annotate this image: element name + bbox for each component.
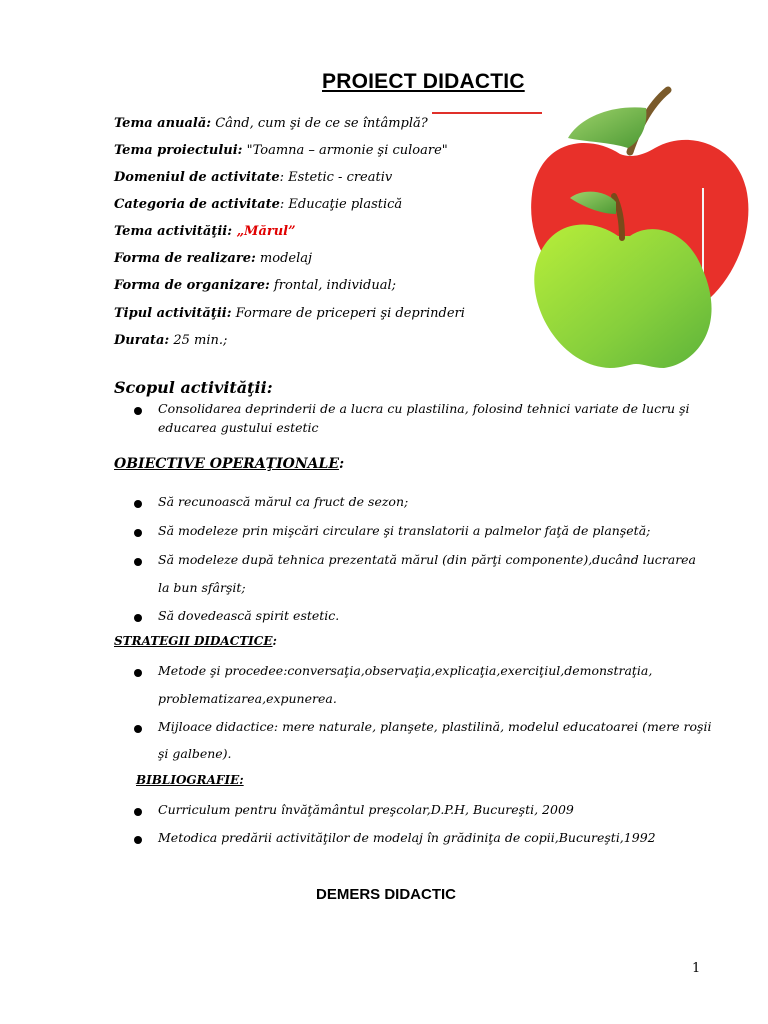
bullet-icon (134, 669, 142, 677)
strategy-item-continued: şi galbene). (158, 746, 232, 761)
objective-item-continued: la bun sfârşit; (158, 580, 246, 595)
scope-item-line: educarea gustului estetic (158, 420, 319, 435)
info-value: "Toamna – armonie şi culoare" (242, 143, 448, 158)
info-label: Tipul activităţii: (114, 306, 232, 321)
info-value: 25 min.; (169, 333, 228, 348)
info-label: Durata: (114, 333, 170, 348)
strategies-heading (114, 634, 277, 648)
info-label: Tema activităţii: (114, 224, 233, 239)
section-heading-demers: DEMERS DIDACTIC (316, 886, 457, 903)
objectives-heading-suffix: : (339, 456, 345, 472)
info-value: modelaj (255, 251, 313, 266)
bullet-icon (134, 500, 142, 508)
info-row-tipul (114, 306, 465, 321)
info-value: frontal, individual; (269, 278, 397, 293)
apple-illustration-icon (470, 76, 760, 376)
info-label: Tema proiectului: (114, 143, 243, 158)
bibliography-item: Metodica predării activităţilor de modelaj în grădiniţa de copii,Bucureşti,1992 (158, 830, 656, 845)
info-value: : Educaţie plastică (279, 197, 403, 212)
info-row-categoria (114, 197, 402, 212)
info-row-forma-realizare (114, 251, 312, 266)
strategies-heading-suffix: : (272, 634, 277, 648)
objectives-heading (114, 456, 344, 472)
bibliography-heading: BIBLIOGRAFIE: (136, 773, 244, 787)
strategies-heading-text: STRATEGII DIDACTICE (114, 634, 273, 648)
info-value: Când, cum şi de ce se întâmplă? (211, 116, 428, 131)
objective-item: Să modeleze prin mişcări circulare şi translatorii a palmelor faţă de planşetă; (158, 523, 651, 538)
strategy-item: Mijloace didactice: mere naturale, planşete, plastilină, modelul educatoarei (mere roşii (158, 719, 712, 734)
objective-item: Să recunoască mărul ca fruct de sezon; (158, 494, 409, 509)
info-label: Tema anuală: (114, 116, 212, 131)
info-value-highlight: „Mărul” (232, 224, 296, 239)
bullet-icon (134, 407, 142, 415)
strategy-item: Metode şi procedee:conversaţia,observaţia,explicaţia,exerciţiul,demonstraţia, (158, 663, 653, 678)
scope-item-line: Consolidarea deprinderii de a lucra cu plastilina, folosind tehnici variate de lucru şi (158, 401, 690, 416)
bullet-icon (134, 808, 142, 816)
info-value: Formare de priceperi şi deprinderi (231, 306, 465, 321)
page-number: 1 (692, 961, 701, 976)
bullet-icon (134, 558, 142, 566)
bullet-icon (134, 836, 142, 844)
strategy-item-continued: problematizarea,expunerea. (158, 691, 337, 706)
info-value: : Estetic - creativ (279, 170, 393, 185)
bibliography-item: Curriculum pentru învăţământul preşcolar,D.P.H, Bucureşti, 2009 (158, 802, 574, 817)
info-row-forma-organizare (114, 278, 396, 293)
info-row-domeniul (114, 170, 392, 185)
info-label: Forma de organizare: (114, 278, 270, 293)
page-title: PROIECT DIDACTIC (322, 70, 525, 93)
bullet-icon (134, 725, 142, 733)
info-row-tema-activitatii (114, 224, 296, 239)
info-row-durata (114, 333, 227, 348)
info-row-tema-anuala (114, 116, 428, 131)
bullet-icon (134, 614, 142, 622)
info-row-tema-proiectului (114, 143, 448, 158)
objective-item: Să dovedească spirit estetic. (158, 608, 340, 623)
scope-heading: Scopul activităţii: (114, 378, 273, 397)
info-label: Categoria de activitate (114, 197, 280, 212)
info-label: Domeniul de activitate (114, 170, 280, 185)
info-label: Forma de realizare: (114, 251, 256, 266)
objectives-heading-text: OBIECTIVE OPERAŢIONALE (114, 456, 339, 472)
objective-item: Să modeleze după tehnica prezentată mărul (din părţi componente),ducând lucrarea (158, 552, 697, 567)
bullet-icon (134, 529, 142, 537)
